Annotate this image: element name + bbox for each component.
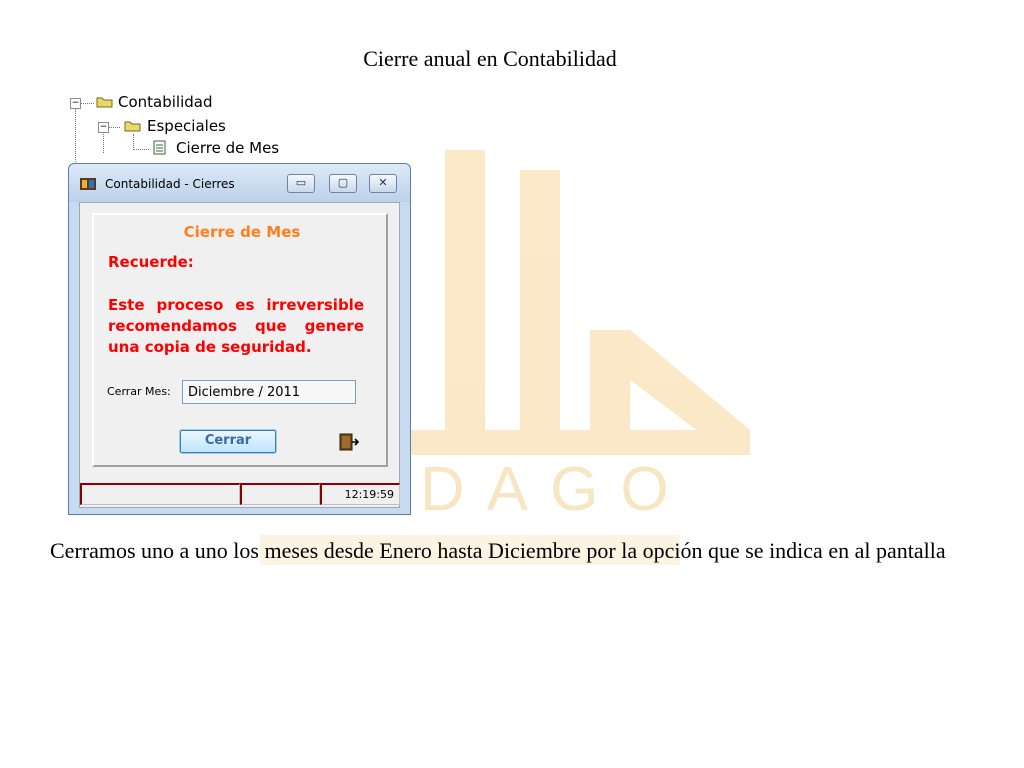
slide-caption: Cerramos uno a uno los meses desde Enero hasta Diciembre por la opción que se indica en al pantalla	[50, 538, 946, 563]
status-clock: 12:19:59	[320, 483, 400, 505]
status-bar	[80, 475, 399, 507]
folder-icon	[96, 95, 113, 108]
maximize-button[interactable]: ▢	[329, 174, 357, 193]
tree-view	[66, 92, 326, 164]
status-cell-1	[80, 483, 240, 505]
tree-collapse-toggle-especiales[interactable]: −	[99, 122, 108, 132]
status-cell-2	[240, 483, 320, 505]
cierre-panel	[92, 213, 388, 467]
tree-item-cierre-de-mes[interactable]: Cierre de Mes	[176, 139, 280, 157]
cerrar-mes-label: Cerrar Mes:	[107, 385, 171, 398]
cerrar-mes-field[interactable]: Diciembre / 2011	[182, 380, 356, 404]
window-title: Contabilidad - Cierres	[105, 177, 235, 191]
warning-text: Este proceso es irreversible recomendamos que genere una copia de seguridad.	[108, 296, 364, 356]
tree-item-especiales[interactable]: Especiales	[147, 117, 226, 135]
window-titlebar[interactable]	[69, 164, 410, 202]
window-client-area	[79, 202, 400, 508]
close-button[interactable]: ✕	[369, 174, 397, 193]
cierres-window	[68, 163, 411, 515]
watermark-text: DAGO	[420, 455, 691, 524]
exit-door-icon[interactable]	[338, 432, 360, 452]
panel-title: Cierre de Mes	[183, 223, 301, 241]
document-icon	[153, 140, 166, 155]
cerrar-button[interactable]: Cerrar	[180, 430, 276, 453]
slide-title: Cierre anual en Contabilidad	[363, 46, 617, 71]
folder-icon	[124, 119, 141, 132]
tree-item-contabilidad[interactable]: Contabilidad	[118, 93, 213, 111]
recuerde-label: Recuerde:	[108, 253, 194, 271]
minimize-button[interactable]: ▭	[287, 174, 315, 193]
tree-collapse-toggle-contabilidad[interactable]: −	[71, 98, 80, 108]
app-icon	[79, 176, 97, 191]
